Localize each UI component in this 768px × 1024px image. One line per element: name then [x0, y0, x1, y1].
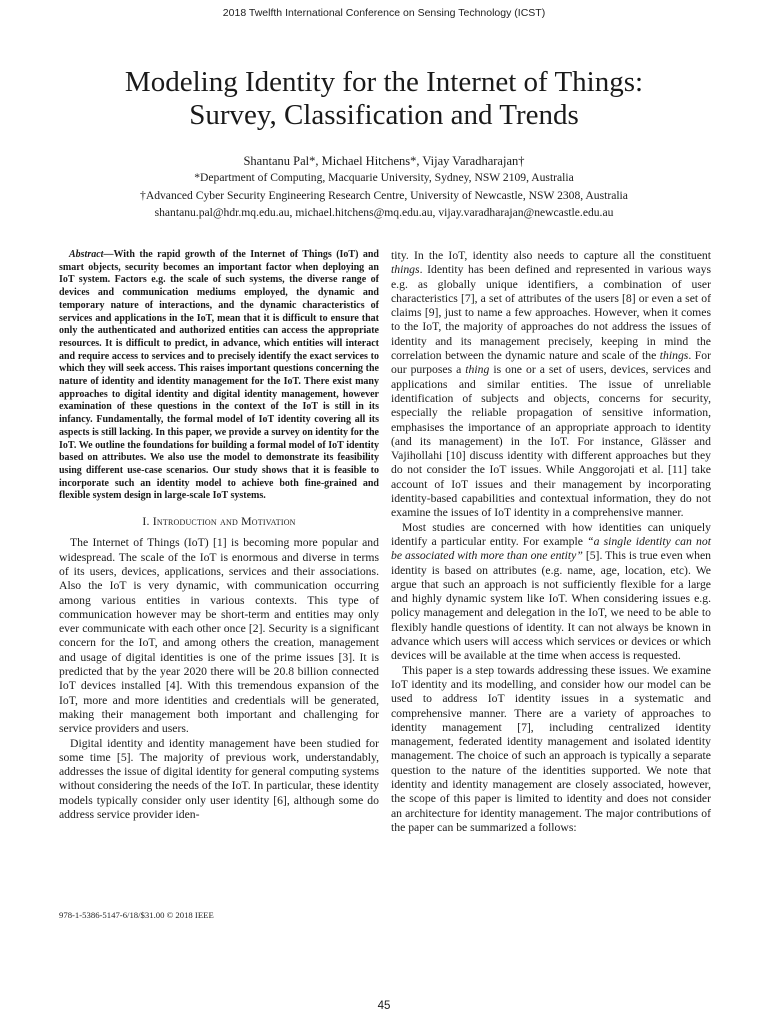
affiliation-macquarie: *Department of Computing, Macquarie University, Sydney, NSW 2109, Australia — [194, 171, 574, 184]
abstract-label: Abstract — [69, 249, 104, 260]
quoted-definition: “a single identity can not be associated with more than one entity” — [391, 534, 711, 563]
section-number: I. — [142, 514, 150, 529]
term-things: things — [391, 263, 420, 277]
copyright-notice: 978-1-5386-5147-6/18/$31.00 © 2018 IEEE — [59, 910, 214, 920]
right-paragraph-3: This paper is a step towards addressing these issues. We examine IoT identity and its modelling, and consider how our model can be used to address IoT identity issues in a systematic and comprehensive manner. There are a variety of approaches to identity management [7], including centralized identity management, federated identity management and isolated identity management. The choice of such an approach is typically a separate question to the nature of the identities supported. We note that identity and identity management are closely associated, however, the scope of this paper is limited to identity and does not consider an architecture for identity management. The major contributions of the paper can be summarized a follows: — [391, 663, 711, 834]
paper-title-line-1: Modeling Identity for the Internet of Things: — [124, 66, 644, 98]
paper-title — [40, 66, 728, 132]
section-title: Introduction and Motivation — [152, 514, 296, 529]
text-run: tity. In the IoT, identity also needs to capture all the constituent — [391, 249, 711, 262]
term-things: things — [659, 349, 689, 363]
intro-paragraph-2: Digital identity and identity management have been studied for some time [5]. The majority of previous work, understandably, addresses the issue of digital identity for general computing systems without considering the needs of the IoT. In particular, these identity models typically consider only user identity [6], although some do address service provider iden- — [59, 736, 379, 821]
text-run: . Identity has been defined and represented in various ways e.g. as globally unique identifiers, a combination of user characteristics [7], a set of attributes of the users [8] or even a set of claims [9], just to name a few approaches. However, when it comes to the IoT, the majority of approaches do not address the issues of identity and its management precisely, keeping in mind the correlation between the dynamic nature and scale of the — [391, 263, 711, 363]
author-names: Shantanu Pal*, Michael Hitchens*, Vijay Varadharajan† — [243, 154, 525, 168]
right-column — [391, 249, 711, 835]
text-run: . For our purposes a — [391, 349, 711, 377]
text-run: is one or a set of users, devices, services and applications and similar entities. The issue of unreliable identification of subjects and objects, concerns for security, especially the reliable propagation of sensitive information, emphasises the importance of an appropriate approach to identity (and its management) in the IoT. For instance, Glässer and Vajihollahi [10] discuss identity with different approaches but they do not consider the IoT issues. While Anggorojati et al. [11] take account of IoT issues and their management by incorporating identity-based capabilities and contextual information, they do not examine the issues of IoT identity in a comprehensive manner. — [391, 363, 711, 520]
left-column — [59, 249, 379, 822]
author-emails: shantanu.pal@hdr.mq.edu.au, michael.hitchens@mq.edu.au, vijay.varadharajan@newcastle.edu.au — [154, 206, 614, 219]
text-run: [5]. This is true even when identity is based on attributes (e.g. name, age, location, etc). We argue that such an approach is not sufficiently flexible for a large and highly dynamic system like IoT. When considering issues e.g. policy management and delegation in the IoT, we need to be able to flexibly handle questions of identity. It can not always be known in advance which users will access which services or devices or which devices will be available at the time when access is requested. — [391, 549, 711, 663]
section-heading — [59, 514, 379, 528]
abstract-text: —With the rapid growth of the Internet of Things (IoT) and smart objects, security becomes an important factor when deploying an IoT system. Factors e.g. the scale of such systems, the diverse range of devices and communication mediums employed, the dynamic and temporary nature of interactions, and the dynamic characteristics of services and applications in the IoT, mean that it is difficult to ensure that only the authenticated and authorized entities can access the appropriate resources. It is difficult to predict, in advance, which entities will interact and require access to services and to precisely identify the exact services to which they will seek access. This raises important questions concerning the nature of identity and identity management for the IoT. There exist many approaches to digital identity and digital identity management, however examination of these questions in the context of the IoT is still in its infancy. Fundamentally, the formal model of IoT identity covering all its aspects is still lacking. In this paper, we provide a survey on identity for the IoT. We outline the foundations for building a formal model of IoT identity based on attributes. We also use the model to demonstrate its feasibility using different use-case scenarios. Our study shows that it is feasible to incorporate such an identity model to achieve both fine-grained and flexible system design in large-scale IoT systems. — [59, 249, 379, 502]
right-paragraph-2 — [391, 521, 711, 664]
conference-header: 2018 Twelfth International Conference on Sensing Technology (ICST) — [222, 7, 546, 19]
intro-paragraph-1: The Internet of Things (IoT) [1] is becoming more popular and widespread. The scale of the IoT is enormous and diverse in terms of its users, devices, applications, services and their associations. Also the IoT is very dynamic, with communication occurring among various entities in various contexts. This type of communication however may be short-term and entities may only ever communicate with each other once [2]. Security is a significant concern for the IoT, and among others the creation, management and usage of digital identities is one of the prime issues [3]. It is predicted that by the year 2020 there will be 20.8 billion connected IoT devices installed [4]. With this tremendous expansion of the IoT, more and more identities and credentials will be generated, making their management both important and challenging for service providers and users. — [59, 536, 379, 736]
text-run: Most studies are concerned with how identities can uniquely identify a particular entity. For example — [391, 520, 711, 548]
paper-title-line-2: Survey, Classification and Trends — [189, 99, 579, 131]
affiliation-newcastle: †Advanced Cyber Security Engineering Research Centre, University of Newcastle, NSW 2308, Australia — [140, 189, 628, 202]
page-number: 45 — [377, 1000, 391, 1012]
abstract — [59, 249, 379, 503]
term-thing: thing — [465, 363, 490, 377]
right-paragraph-1 — [391, 249, 711, 521]
